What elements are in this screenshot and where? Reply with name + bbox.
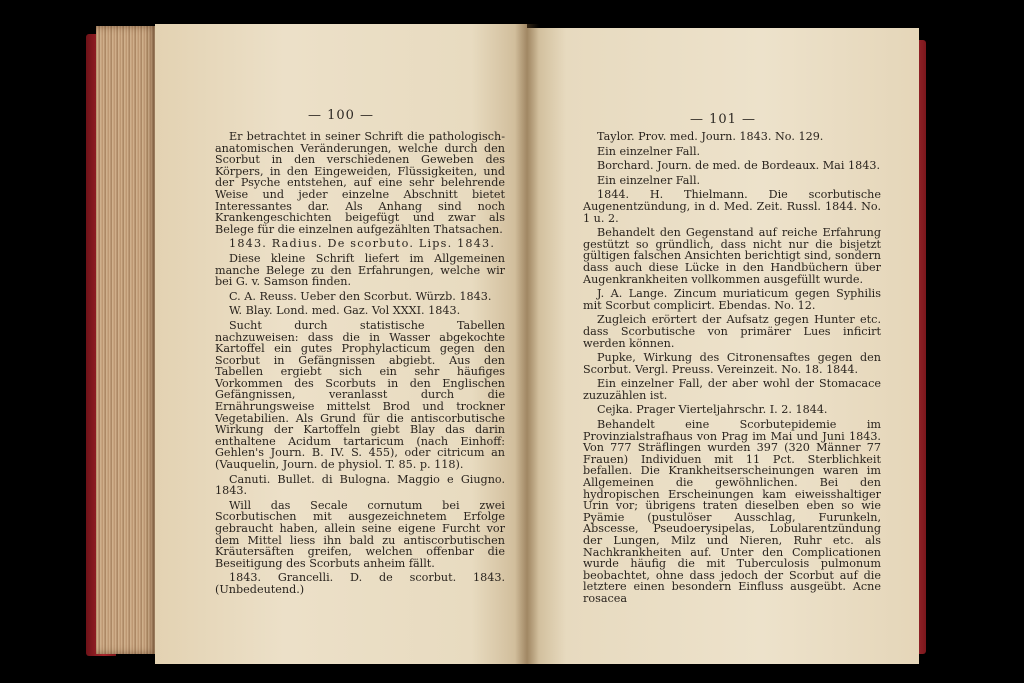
left-page-text bbox=[215, 131, 505, 599]
page-edges bbox=[96, 26, 158, 654]
reference-entry: W. Blay. Lond. med. Gaz. Vol XXXI. 1843. bbox=[229, 304, 461, 318]
page-number-left: — 100 — bbox=[307, 108, 375, 123]
reference-entry: Borchard. Journ. de med. de Bordeaux. Mai 1843. bbox=[597, 159, 881, 173]
paragraph: Er betrachtet in seiner Schrift die pathologisch-anatomischen Veränderungen, welche durch den Scorbut in den verschiedenen Geweben des Körpers, in den Eingeweiden, Flüssigkeiten, und der Psyche entstehen, auf eine sehr belehrende Weise und jeder einzelne Abschnitt bietet Interessantes dar. Als Anhang sind noch Krankengeschichten beigefügt und zwar als Belege für die einzelnen aufgezählten Thatsachen. bbox=[215, 130, 505, 236]
paragraph: Sucht durch statistische Tabellen nachzuweisen: dass die in Wasser abgekochte Kartoffel ein gutes Prophylacticum gegen den Scorbut in Gefängnissen abgiebt. Aus den Tabellen ergiebt sich ein sehr häufiges Vorkommen des Scorbuts in den Englischen Gefängnissen, veranlasst durch die Ernährungsweise mittelst Brod und trockner Vegetabilien. Als Grund für die antiscorbutische Wirkung der Kartoffeln giebt Blay das darin enthaltene Acidum tartaricum (nach Einhoff: Gehlen's Journ. B. IV. S. 455), oder citricum an (Vauquelin, Journ. de physiol. T. 85. p. 118). bbox=[215, 318, 505, 472]
paragraph: Ein einzelner Fall. bbox=[597, 173, 701, 187]
reference-entry: Canuti. Bullet. di Bulogna. Maggio e Giugno. 1843. bbox=[215, 472, 505, 498]
reference-entry: 1843. Radius. De scorbuto. Lips. 1843. bbox=[229, 237, 496, 251]
reference-entry: Taylor. Prov. med. Journ. 1843. No. 129. bbox=[597, 130, 824, 143]
paragraph: Zugleich erörtert der Aufsatz gegen Hunter etc. dass Scorbutische von primärer Lues inficirt werden können. bbox=[583, 313, 881, 350]
paragraph: Behandelt den Gegenstand auf reiche Erfahrung gestützt so gründlich, dass nicht nur die bisjetzt gültigen falschen Ansichten berichtigt sind, sondern dass auch diese Lücke in den Handbüchern über Augenkrankheiten vollkommen ausgefüllt wurde. bbox=[583, 226, 881, 286]
reference-entry: J. A. Lange. Zincum muriaticum gegen Syphilis mit Scorbut complicirt. Ebendas. No. 12. bbox=[583, 287, 881, 312]
reference-entry: 1843. Grancelli. D. de scorbut. 1843. (Unbedeutend.) bbox=[215, 571, 505, 596]
reference-entry: Cejka. Prager Vierteljahrschr. I. 2. 1844. bbox=[597, 403, 828, 417]
reference-entry: C. A. Reuss. Ueber den Scorbut. Würzb. 1843. bbox=[229, 289, 492, 303]
paragraph: Ein einzelner Fall, der aber wohl der Stomacace zuzuzählen ist. bbox=[583, 377, 881, 402]
paragraph: Will das Secale cornutum bei zwei Scorbutischen mit ausgezeichnetem Erfolge gebraucht haben, allein seine eigene Furcht vor dem Mittel liess ihn bald zu antiscorbutischen Kräutersäften greifen, welchen offenbar die Beseitigung des Scorbuts anheim fällt. bbox=[215, 498, 505, 570]
left-page bbox=[155, 24, 527, 664]
paragraph: Behandelt eine Scorbutepidemie im Provinzialstrafhaus von Prag im Mai und Juni 1843. Von 777 Sträflingen wurden 397 (320 Männer 77 Frauen) Individuen mit 11 Pct. Sterblichkeit befallen. Die Krankheitserscheinungen waren im Allgemeinen die gewöhnlichen. Bei den hydropischen Erscheinungen kam eiweisshaltiger Urin vor; übrigens traten dieselben eben so wie Pyämie (pustulöser Ausschlag, Furunkeln, Abscesse, Pseudoerysipelas, Lobularentzündung der Lungen, Milz und Nieren, Ruhr etc. als Nachkrankheiten auf. Unter den Complicationen wurde häufig die mit Tuberculosis pulmonum beobachtet, ohne dass jedoch der Scorbut auf die letztere einen besondern Einfluss ausgeübt. Acne rosacea bbox=[583, 418, 881, 605]
right-page-text bbox=[583, 131, 881, 608]
reference-entry: Pupke, Wirkung des Citronensaftes gegen den Scorbut. Vergl. Preuss. Vereinzeit. No. 18. 1844. bbox=[583, 351, 881, 376]
paragraph: Ein einzelner Fall. bbox=[597, 144, 701, 158]
paragraph: Diese kleine Schrift liefert im Allgemeinen manche Belege zu den Erfahrungen, welche wir bei G. v. Samson finden. bbox=[215, 251, 505, 289]
reference-entry: 1844. H. Thielmann. Die scorbutische Augenentzündung, in d. Med. Zeit. Russl. 1844. No. 1 u. 2. bbox=[583, 188, 881, 225]
right-page bbox=[527, 28, 919, 664]
book-gutter bbox=[515, 24, 539, 664]
page-number-right: — 101 — bbox=[689, 112, 757, 127]
